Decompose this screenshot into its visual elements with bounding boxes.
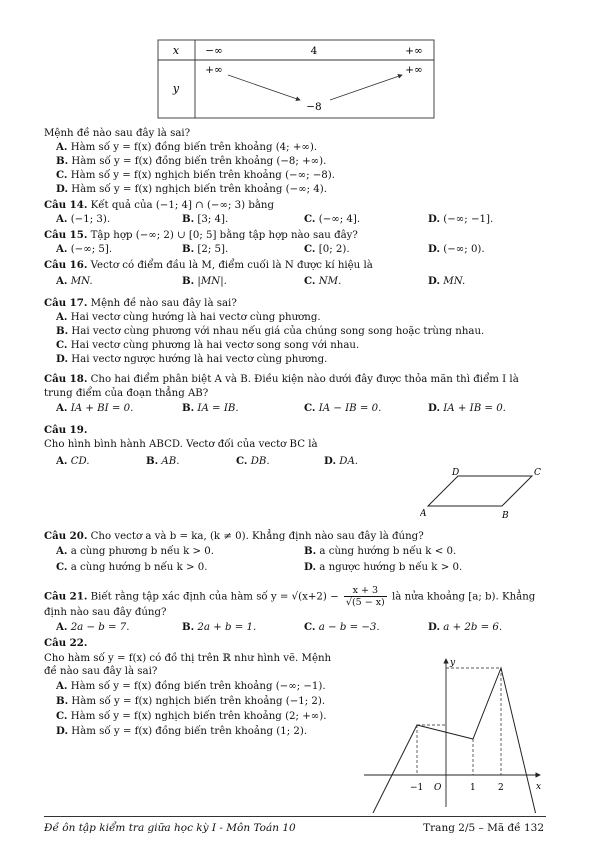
- fraction: [344, 585, 387, 608]
- option-text: (−∞; 5].: [70, 244, 113, 255]
- option-text: (−1; 3).: [70, 214, 111, 225]
- option-text: |MN|.: [197, 276, 227, 287]
- option-text: Hai vectơ cùng hướng là hai vectơ cùng phương.: [70, 312, 321, 323]
- var-y-val-1: +∞: [205, 64, 223, 76]
- option-key: A.: [56, 275, 68, 287]
- option-text: CD.: [70, 456, 90, 467]
- q21-option-d[interactable]: [428, 621, 502, 634]
- question-number: Câu 20.: [44, 530, 88, 542]
- q18-option-a[interactable]: [56, 402, 133, 415]
- fraction-numerator: x + 3: [344, 585, 387, 597]
- q22-option-c[interactable]: [56, 710, 326, 723]
- option-key: C.: [56, 561, 68, 573]
- footer-rule: [44, 816, 546, 817]
- option-key: B.: [304, 545, 317, 557]
- question-number: Câu 21.: [44, 590, 88, 603]
- q22-number: Câu 22.: [44, 637, 88, 649]
- q16-option-a[interactable]: [56, 275, 93, 288]
- origin-label: O: [434, 783, 442, 793]
- q18-stem-line1: [44, 373, 519, 386]
- option-text: a − b = −3.: [318, 622, 380, 633]
- option-key: A.: [56, 680, 68, 692]
- q19-option-b[interactable]: [146, 455, 180, 468]
- option-key: D.: [428, 621, 441, 633]
- option-key: A.: [56, 545, 68, 557]
- q20-option-b[interactable]: [304, 545, 456, 558]
- q19-stem: Cho hình bình hành ABCD. Vectơ đối của vectơ BC là: [44, 439, 318, 450]
- question-text-a: Biết rằng tập xác định của hàm số y = √(x+2) −: [90, 591, 339, 603]
- q22-option-a[interactable]: [56, 680, 326, 693]
- function-graph: [360, 655, 550, 813]
- q13-option-b[interactable]: [56, 155, 326, 168]
- q22-option-d[interactable]: [56, 725, 307, 738]
- option-key: A.: [56, 621, 68, 633]
- q20-option-a[interactable]: [56, 545, 214, 558]
- q14-option-d[interactable]: [428, 213, 493, 226]
- q22-stem-line1: Cho hàm số y = f(x) có đồ thị trên ℝ như hình vẽ. Mệnh: [44, 653, 332, 664]
- option-key: C.: [56, 169, 68, 181]
- q13-option-d[interactable]: [56, 183, 327, 196]
- parallelogram-figure: [420, 468, 550, 522]
- option-text: Hàm số y = f(x) nghịch biến trên khoảng (−1; 2).: [71, 696, 326, 707]
- option-text: NM.: [318, 276, 342, 287]
- q19-option-c[interactable]: [236, 455, 270, 468]
- option-text: Hàm số y = f(x) nghịch biến trên khoảng (2; +∞).: [70, 711, 327, 722]
- option-text: a + 2b = 6.: [443, 622, 503, 633]
- q18-stem-line2: trung điểm của đoạn thẳng AB?: [44, 388, 209, 399]
- option-key: D.: [428, 213, 441, 225]
- option-key: B.: [56, 695, 69, 707]
- option-key: A.: [56, 243, 68, 255]
- option-text: AB.: [161, 456, 180, 467]
- q21-stem-line1: [44, 585, 535, 608]
- option-key: A.: [56, 402, 68, 414]
- question-text: Cho hai điểm phân biệt A và B. Điều kiện nào dưới đây được thỏa mãn thì điểm I là: [90, 374, 519, 385]
- option-key: B.: [56, 325, 69, 337]
- q13-stem: Mệnh đề nào sau đây là sai?: [44, 128, 191, 139]
- option-text: Hàm số y = f(x) đồng biến trên khoảng (−∞; −1).: [70, 681, 326, 692]
- vertex-a: A: [420, 509, 427, 519]
- footer-page-info: Trang 2/5 – Mã đề 132: [423, 822, 544, 834]
- option-text: a cùng hướng b nếu k < 0.: [319, 546, 457, 557]
- var-x-val-3: +∞: [405, 45, 423, 57]
- option-text: IA − IB = 0.: [318, 403, 382, 414]
- option-key: B.: [182, 243, 195, 255]
- q15-stem: [44, 229, 358, 242]
- question-text: Cho vectơ a và b = ka, (k ≠ 0). Khẳng định nào sau đây là đúng?: [90, 531, 424, 542]
- option-key: D.: [304, 561, 317, 573]
- q17-stem: [44, 297, 237, 310]
- option-text: IA + IB = 0.: [443, 403, 506, 414]
- q22-option-b[interactable]: [56, 695, 325, 708]
- question-text: Vectơ có điểm đầu là M, điểm cuối là N được kí hiệu là: [90, 260, 373, 271]
- q13-option-c[interactable]: [56, 169, 335, 182]
- q13-option-a[interactable]: [56, 141, 317, 154]
- question-number: Câu 14.: [44, 199, 88, 211]
- option-key: C.: [304, 621, 316, 633]
- option-text: Hai vectơ cùng phương với nhau nếu giá của chúng song song hoặc trùng nhau.: [71, 326, 485, 337]
- option-key: C.: [304, 402, 316, 414]
- tick-two: 2: [498, 783, 504, 793]
- variation-table: [0, 0, 600, 125]
- option-text: a cùng phương b nếu k > 0.: [70, 546, 214, 557]
- option-text: Hai vectơ ngược hướng là hai vectơ cùng phương.: [71, 354, 328, 365]
- q15-option-d[interactable]: [428, 243, 485, 256]
- option-key: D.: [56, 183, 69, 195]
- question-number: Câu 17.: [44, 297, 88, 309]
- q21-option-a[interactable]: [56, 621, 130, 634]
- option-text: Hàm số y = f(x) đồng biến trên khoảng (−8; +∞).: [71, 156, 327, 167]
- var-x-val-2: 4: [310, 45, 318, 57]
- q17-option-d[interactable]: [56, 353, 327, 366]
- q14-stem: [44, 199, 274, 212]
- q21-stem-line2: định nào sau đây đúng?: [44, 607, 167, 618]
- q15-option-a[interactable]: [56, 243, 112, 256]
- tick-one: 1: [470, 783, 476, 793]
- q16-option-b[interactable]: [182, 275, 227, 288]
- question-text-b: là nửa khoảng [a; b). Khẳng: [392, 591, 536, 603]
- tick-minus1: −1: [410, 783, 424, 793]
- x-axis-label: x: [536, 782, 542, 792]
- option-key: A.: [56, 213, 68, 225]
- option-text: DA.: [339, 456, 359, 467]
- q18-option-b[interactable]: [182, 402, 239, 415]
- q19-number: Câu 19.: [44, 424, 88, 436]
- var-arrow-up: [330, 75, 402, 100]
- q21-option-b[interactable]: [182, 621, 256, 634]
- var-x-label: x: [172, 44, 180, 57]
- q16-stem: [44, 259, 373, 272]
- option-text: IA + BI = 0.: [70, 403, 134, 414]
- q15-option-c[interactable]: [304, 243, 350, 256]
- option-key: D.: [428, 402, 441, 414]
- option-key: B.: [182, 275, 195, 287]
- var-arrow-down: [228, 75, 300, 100]
- var-y-val-3: +∞: [405, 64, 423, 76]
- q17-option-c[interactable]: [56, 339, 359, 352]
- q16-option-d[interactable]: [428, 275, 465, 288]
- q18-option-d[interactable]: [428, 402, 506, 415]
- question-number: Câu 18.: [44, 373, 88, 385]
- option-key: D.: [56, 353, 69, 365]
- option-text: MN.: [70, 276, 93, 287]
- q20-stem: [44, 530, 424, 543]
- option-text: [2; 5].: [197, 244, 229, 255]
- option-text: Hàm số y = f(x) đồng biến trên khoảng (4; +∞).: [70, 142, 318, 153]
- question-text: Kết quả của (−1; 4] ∩ (−∞; 3) bằng: [90, 200, 274, 211]
- q18-option-c[interactable]: [304, 402, 381, 415]
- option-text: a ngược hướng b nếu k > 0.: [319, 562, 463, 573]
- option-key: D.: [428, 243, 441, 255]
- q14-option-a[interactable]: [56, 213, 110, 226]
- option-key: C.: [304, 275, 316, 287]
- option-key: C.: [304, 243, 316, 255]
- q19-option-d[interactable]: [324, 455, 358, 468]
- option-key: D.: [324, 455, 337, 467]
- vertex-c: C: [534, 468, 541, 478]
- option-key: A.: [56, 455, 68, 467]
- option-key: B.: [182, 621, 195, 633]
- option-key: B.: [146, 455, 159, 467]
- option-key: A.: [56, 311, 68, 323]
- option-key: B.: [182, 213, 195, 225]
- option-text: (−∞; 4].: [318, 214, 361, 225]
- option-text: MN.: [443, 276, 466, 287]
- option-text: IA = IB.: [197, 403, 239, 414]
- q15-option-b[interactable]: [182, 243, 228, 256]
- option-text: 2a + b = 1.: [197, 622, 257, 633]
- q17-option-a[interactable]: [56, 311, 321, 324]
- question-number: Câu 15.: [44, 229, 88, 241]
- footer-title: Đề ôn tập kiểm tra giữa học kỳ I - Môn Toán 10: [44, 822, 296, 834]
- q17-option-b[interactable]: [56, 325, 484, 338]
- q20-option-c[interactable]: [56, 561, 208, 574]
- option-text: [3; 4].: [197, 214, 229, 225]
- option-text: 2a − b = 7.: [70, 622, 130, 633]
- option-text: Hàm số y = f(x) đồng biến trên khoảng (1; 2).: [71, 726, 308, 737]
- function-curve: [372, 668, 536, 813]
- question-number: Câu 16.: [44, 259, 88, 271]
- q20-option-d[interactable]: [304, 561, 462, 574]
- option-key: C.: [56, 710, 68, 722]
- option-key: C.: [304, 213, 316, 225]
- option-key: D.: [56, 725, 69, 737]
- option-key: C.: [236, 455, 248, 467]
- option-key: D.: [428, 275, 441, 287]
- y-axis-label: y: [450, 658, 456, 668]
- question-text: Tập hợp (−∞; 2) ∪ [0; 5] bằng tập hợp nào sau đây?: [90, 230, 358, 241]
- q22-stem-line2: đề nào sau đây là sai?: [44, 666, 158, 677]
- option-text: Hàm số y = f(x) nghịch biến trên khoảng (−∞; 4).: [71, 184, 327, 195]
- q21-option-c[interactable]: [304, 621, 380, 634]
- var-y-val-2: −8: [306, 101, 322, 113]
- q19-option-a[interactable]: [56, 455, 90, 468]
- option-text: (−∞; 0).: [443, 244, 485, 255]
- option-text: DB.: [250, 456, 270, 467]
- option-key: B.: [182, 402, 195, 414]
- q16-option-c[interactable]: [304, 275, 341, 288]
- option-key: B.: [56, 155, 69, 167]
- vertex-b: B: [502, 511, 509, 521]
- var-y-label: y: [172, 82, 180, 95]
- option-text: Hàm số y = f(x) nghịch biến trên khoảng (−∞; −8).: [70, 170, 335, 181]
- option-text: [0; 2).: [318, 244, 350, 255]
- option-key: A.: [56, 141, 68, 153]
- option-text: (−∞; −1].: [443, 214, 494, 225]
- option-text: a cùng hướng b nếu k > 0.: [70, 562, 208, 573]
- q14-option-c[interactable]: [304, 213, 360, 226]
- fraction-denominator: √(5 − x): [345, 597, 385, 608]
- question-text: Mệnh đề nào sau đây là sai?: [90, 298, 237, 309]
- vertex-d: D: [452, 468, 460, 478]
- var-x-val-1: −∞: [205, 45, 223, 57]
- option-text: Hai vectơ cùng phương là hai vectơ song song với nhau.: [70, 340, 360, 351]
- q14-option-b[interactable]: [182, 213, 228, 226]
- option-key: C.: [56, 339, 68, 351]
